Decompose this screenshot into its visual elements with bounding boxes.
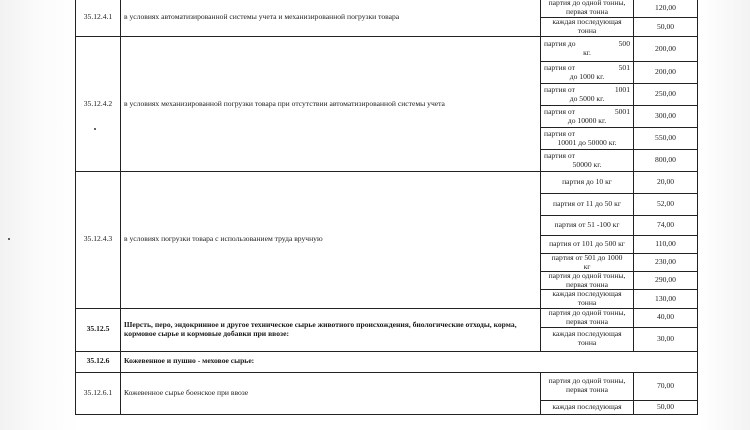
item-code: 35.12.4.2 [76, 37, 121, 172]
batch-size [541, 327, 634, 351]
batch-size [541, 254, 634, 272]
scan-speck [8, 238, 10, 240]
batch-size-prefix: партия от [544, 62, 575, 72]
batch-size-line: до 5000 кг. [569, 93, 605, 103]
item-description: в условиях механизированной погрузки товара при отсутствии автоматизированной системы учета [121, 37, 541, 172]
price: 70,00 [634, 372, 698, 400]
batch-size-prefix: партия от [544, 106, 575, 116]
batch-size [541, 37, 634, 62]
batch-size-line: каждая последующая [552, 401, 622, 411]
batch-size-line: партия до одной тонны, [548, 271, 626, 281]
price: 300,00 [634, 106, 698, 128]
batch-size [541, 150, 634, 172]
batch-size-line: каждая последующая [552, 329, 622, 339]
batch-size-number: 1001 [614, 84, 630, 94]
batch-size-prefix: партия до [544, 39, 576, 49]
batch-size [541, 236, 634, 254]
batch-size [541, 216, 634, 236]
price: 800,00 [634, 150, 698, 172]
batch-size-number: 501 [618, 62, 630, 72]
batch-size-line: первая тонна [566, 316, 608, 326]
batch-size-line: первая тонна [566, 385, 608, 395]
batch-size [541, 18, 634, 37]
price: 30,00 [634, 327, 698, 351]
item-code: 35.12.6 [76, 351, 121, 372]
batch-size-line: партия до одной тонны, [548, 308, 626, 317]
batch-size-line: каждая последующая [552, 289, 622, 299]
batch-size [541, 290, 634, 308]
batch-size-line: тонна [577, 26, 597, 35]
price: 110,00 [634, 236, 698, 254]
batch-size [541, 400, 634, 414]
price: 120,00 [634, 0, 698, 18]
price: 50,00 [634, 400, 698, 414]
price: 52,00 [634, 194, 698, 216]
item-code: 35.12.4.1 [76, 0, 121, 37]
item-code: 35.12.4.3 [76, 172, 121, 309]
batch-size-line: кг [583, 261, 591, 271]
batch-size-line: кг. [583, 48, 591, 57]
price: 50,00 [634, 18, 698, 37]
item-description: в условиях погрузки товара с использованием труда вручную [121, 172, 541, 309]
table-row [76, 308, 698, 327]
batch-size-prefix: партия от [544, 128, 575, 138]
batch-size [541, 372, 634, 400]
batch-size-line: партия от 101 до 500 кг [549, 239, 625, 249]
batch-size-line: партия до одной тонны, [548, 0, 626, 8]
batch-size [541, 62, 634, 84]
batch-size-line: партия от 51 -100 кг [554, 220, 620, 230]
batch-size-number: 500 [618, 39, 630, 49]
batch-size-line: каждая последующая [552, 17, 622, 27]
batch-size-prefix: партия от [544, 150, 575, 160]
table-row [76, 372, 698, 400]
batch-size-line: до 1000 кг. [569, 71, 605, 81]
price: 200,00 [634, 37, 698, 62]
batch-size [541, 194, 634, 216]
price: 20,00 [634, 172, 698, 194]
batch-size-line: 10001 до 50000 кг. [557, 137, 617, 147]
batch-size-line: партия до 10 кг [562, 177, 612, 187]
price: 200,00 [634, 62, 698, 84]
item-code: 35.12.5 [76, 308, 121, 351]
batch-size [541, 308, 634, 327]
table-row [76, 0, 698, 18]
batch-size-line: до 10000 кг. [567, 115, 607, 125]
batch-size-line: первая тонна [566, 7, 608, 16]
batch-size-line: партия до одной тонны, [548, 376, 626, 386]
item-description: в условиях автоматизированной системы учета и механизированной погрузки товара [121, 0, 541, 37]
price: 40,00 [634, 308, 698, 327]
price: 250,00 [634, 84, 698, 106]
item-description: Кожевенное и пушно - меховое сырье: [121, 351, 698, 372]
table-row [76, 37, 698, 62]
batch-size [541, 172, 634, 194]
batch-size [541, 106, 634, 128]
batch-size [541, 0, 634, 18]
batch-size-line: тонна [577, 297, 597, 307]
price: 290,00 [634, 272, 698, 290]
price: 550,00 [634, 128, 698, 150]
batch-size-line: партия от 11 до 50 кг [553, 199, 621, 209]
item-description: Кожевенное сырье боенское при ввозе [121, 372, 541, 414]
batch-size-line: тонна [577, 338, 597, 348]
batch-size-line: 50000 кг. [572, 159, 602, 169]
table-row [76, 172, 698, 194]
price: 74,00 [634, 216, 698, 236]
price: 130,00 [634, 290, 698, 308]
tariff-table [75, 0, 698, 415]
batch-size [541, 272, 634, 290]
price: 230,00 [634, 254, 698, 272]
item-description: Шерсть, перо, эндокринное и другое техническое сырье животного происхождения, биологические отходы, корма, кормовое сырье и кормовые добавки при ввозе: [121, 308, 541, 351]
table-row [76, 351, 698, 372]
batch-size-line: первая тонна [566, 279, 608, 289]
item-code: 35.12.6.1 [76, 372, 121, 414]
batch-size-line: партия от 501 до 1000 [551, 253, 623, 262]
batch-size [541, 84, 634, 106]
batch-size [541, 128, 634, 150]
batch-size-number: 5001 [614, 106, 630, 116]
batch-size-prefix: партия от [544, 84, 575, 94]
